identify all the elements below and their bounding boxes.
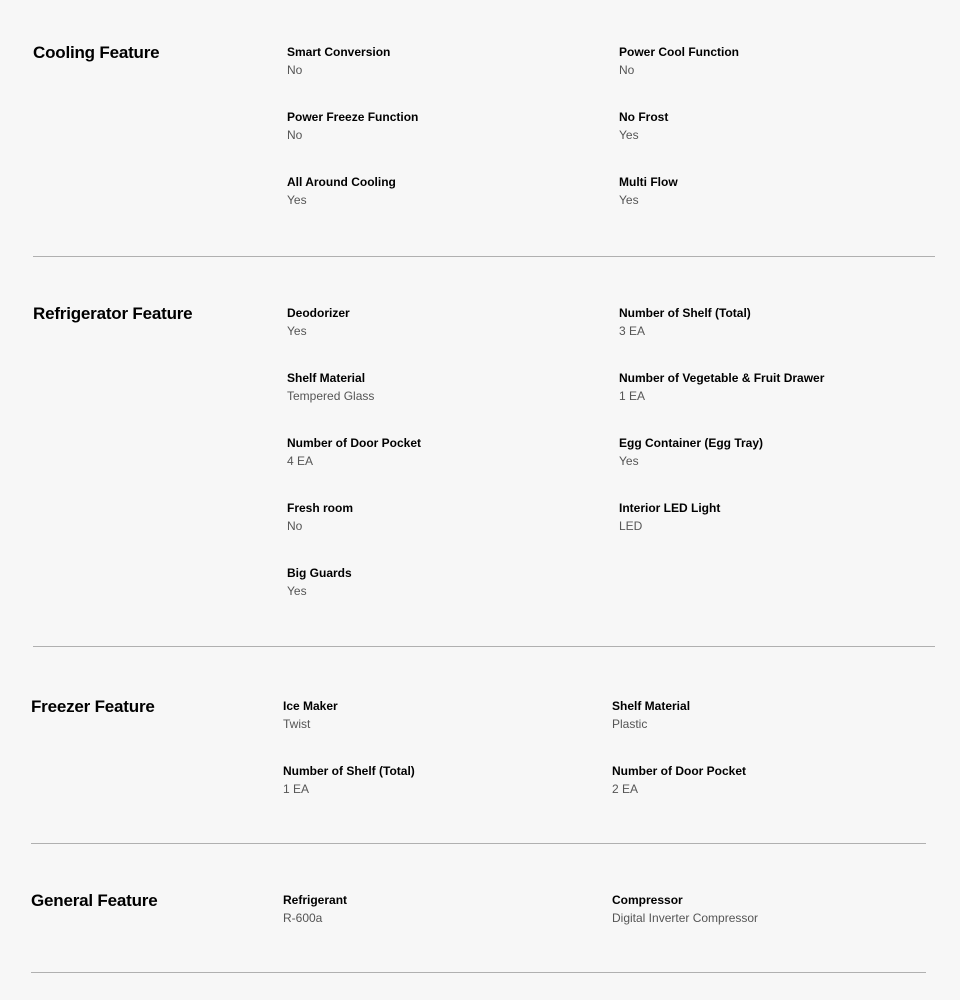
- section-divider: [31, 972, 926, 973]
- spec-label: Number of Vegetable & Fruit Drawer: [619, 371, 825, 385]
- spec-item: [619, 371, 824, 403]
- spec-value: Yes: [287, 324, 307, 338]
- spec-value: No: [287, 519, 303, 533]
- section-title-cooling: Cooling Feature: [33, 43, 160, 62]
- spec-item: [287, 371, 374, 403]
- spec-label: Interior LED Light: [619, 501, 721, 515]
- spec-label: Compressor: [612, 893, 683, 907]
- spec-label: Refrigerant: [283, 893, 348, 907]
- spec-item: [619, 110, 668, 142]
- spec-item: [283, 893, 347, 925]
- spec-value: R-600a: [283, 911, 323, 925]
- spec-value: No: [619, 63, 635, 77]
- spec-value: Plastic: [612, 717, 648, 731]
- spec-label: Fresh room: [287, 501, 354, 515]
- spec-label: Power Freeze Function: [287, 110, 419, 124]
- spec-item: [283, 764, 415, 796]
- spec-label: Number of Door Pocket: [287, 436, 422, 450]
- spec-value: Yes: [619, 454, 639, 468]
- spec-value: No: [287, 63, 303, 77]
- spec-value: 3 EA: [619, 324, 646, 338]
- spec-value: Digital Inverter Compressor: [612, 911, 759, 925]
- spec-value: 1 EA: [283, 782, 310, 796]
- spec-item: [287, 436, 421, 468]
- spec-item: [612, 893, 758, 925]
- spec-value: LED: [619, 519, 643, 533]
- spec-label: Smart Conversion: [287, 45, 391, 59]
- spec-label: Shelf Material: [612, 699, 691, 713]
- spec-label: Number of Shelf (Total): [619, 306, 751, 320]
- spec-value: 1 EA: [619, 389, 646, 403]
- spec-item: [619, 501, 720, 533]
- spec-item: [619, 45, 739, 77]
- spec-item: [612, 764, 746, 796]
- spec-item: [612, 699, 690, 731]
- spec-label: Shelf Material: [287, 371, 366, 385]
- spec-label: Ice Maker: [283, 699, 338, 713]
- spec-item: [287, 110, 418, 142]
- spec-item: [619, 306, 751, 338]
- spec-value: Yes: [287, 193, 307, 207]
- spec-label: No Frost: [619, 110, 669, 124]
- spec-item: [619, 436, 763, 468]
- spec-value: 2 EA: [612, 782, 639, 796]
- section-divider: [33, 646, 935, 647]
- section-title-general: General Feature: [31, 891, 158, 910]
- spec-item: [287, 306, 350, 338]
- spec-item: [287, 175, 396, 207]
- spec-value: Twist: [283, 717, 311, 731]
- spec-label: Deodorizer: [287, 306, 350, 320]
- spec-label: Number of Shelf (Total): [283, 764, 415, 778]
- spec-value: Yes: [619, 128, 639, 142]
- spec-label: Big Guards: [287, 566, 352, 580]
- spec-label: Egg Container (Egg Tray): [619, 436, 764, 450]
- spec-value: Yes: [287, 584, 307, 598]
- spec-item: [619, 175, 678, 207]
- section-divider: [33, 256, 935, 257]
- spec-label: Number of Door Pocket: [612, 764, 747, 778]
- spec-label: Multi Flow: [619, 175, 678, 189]
- spec-label: Power Cool Function: [619, 45, 739, 59]
- spec-item: [287, 501, 353, 533]
- section-title-refrigerator: Refrigerator Feature: [33, 304, 193, 323]
- spec-value: 4 EA: [287, 454, 314, 468]
- spec-value: Tempered Glass: [287, 389, 375, 403]
- spec-value: Yes: [619, 193, 639, 207]
- spec-value: No: [287, 128, 303, 142]
- spec-label: All Around Cooling: [287, 175, 396, 189]
- section-title-freezer: Freezer Feature: [31, 697, 155, 716]
- spec-item: [283, 699, 338, 731]
- spec-item: [287, 45, 390, 77]
- spec-item: [287, 566, 352, 598]
- section-divider: [31, 843, 926, 844]
